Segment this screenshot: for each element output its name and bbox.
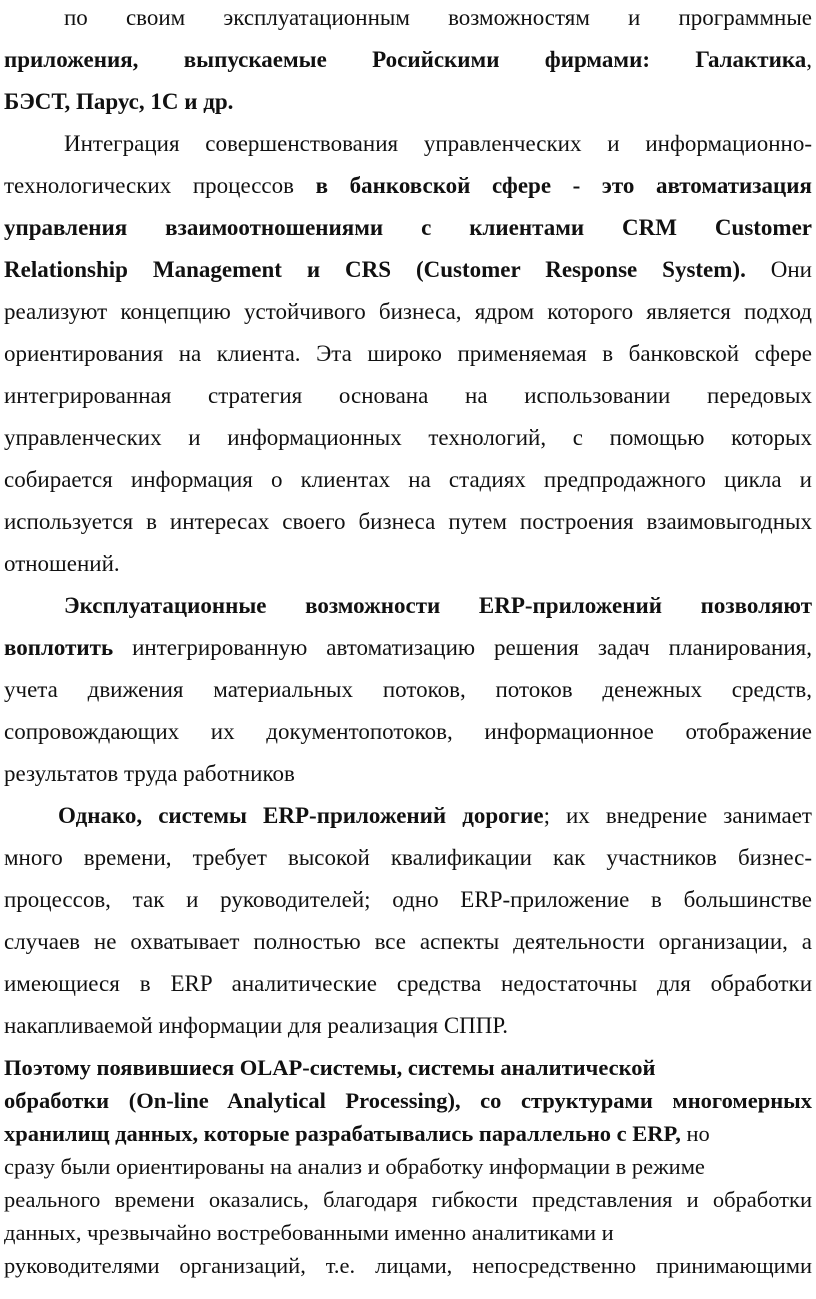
p4-line-3: процессов, так и руководителей; одно ERP-приложение в большинстве [4, 887, 812, 912]
p2-line-6: ориентирования на клиента. Эта широко применяемая в банковской сфере [4, 341, 812, 366]
p2-line-2-plain: технологических процессов [4, 173, 316, 198]
p3-line-1 [64, 592, 812, 620]
p1-line-2-rest: , [806, 47, 812, 72]
p3-line-3: учета движения материальных потоков, потоков денежных средств, [4, 677, 812, 702]
p3-line-2 [4, 634, 812, 662]
p3-line-4: сопровождающих их документопотоков, информационное отображение [4, 719, 812, 744]
p1-line-2 [4, 46, 812, 74]
p2-line-4-bold: Relationship Management и CRS (Customer Response System). [4, 257, 746, 282]
p5-line-3-rest: но [680, 1121, 710, 1146]
p4-line-6: накапливаемой информации для реализация СППР. [4, 1013, 509, 1038]
p5-line-3-bold: хранилищ данных, которые разрабатывались параллельно с ERP, [4, 1121, 681, 1146]
p5-line-1 [4, 1054, 812, 1081]
p4-line-4: случаев не охватывает полностью все аспекты деятельности организации, а [4, 929, 812, 954]
p1-line-3 [4, 88, 812, 116]
p2-line-2 [4, 172, 812, 200]
p2-line-9: собирается информация о клиентах на стадиях предпродажного цикла и [4, 467, 812, 492]
p1-line-3-bold: БЭСТ, Парус, 1С и др. [4, 89, 234, 114]
p3-line-1-bold: Эксплуатационные возможности ERP-приложений позволяют [64, 593, 812, 618]
p4-line-1-rest: ; их внедрение занимает [543, 803, 812, 828]
p1-line-2-bold: приложения, выпускаемые Росийскими фирмами: Галактика [4, 47, 807, 72]
p1-line-1: по своим эксплуатационным возможностям и программные [64, 5, 812, 30]
p4-line-1 [58, 802, 812, 830]
p5-line-7: руководителями организаций, т.е. лицами, непосредственно принимающими [4, 1253, 812, 1278]
p2-line-2-bold: в банковской сфере - это автоматизация [315, 173, 812, 198]
p5-line-6: данных, чрезвычайно востребованными именно аналитиками и [4, 1220, 614, 1245]
p2-line-11: отношений. [4, 551, 120, 576]
p2-line-4 [4, 256, 812, 284]
p2-line-4-rest: Они [745, 257, 812, 282]
p5-line-2 [4, 1087, 812, 1114]
p3-line-2-rest: интегрированную автоматизацию решения задач планирования, [113, 635, 812, 660]
p2-line-5: реализуют концепцию устойчивого бизнеса, ядром которого является подход [4, 299, 812, 324]
p5-line-5: реального времени оказались, благодаря гибкости представления и обработки [4, 1187, 812, 1212]
p5-line-4: сразу были ориентированы на анализ и обработку информации в режиме [4, 1154, 705, 1179]
p4-line-2: много времени, требует высокой квалификации как участников бизнес- [4, 845, 812, 870]
p4-line-5: имеющиеся в ERP аналитические средства недостаточны для обработки [4, 971, 812, 996]
p3-line-5: результатов труда работников [4, 761, 295, 786]
p5-line-1-bold: Поэтому появившиеся OLAP-системы, системы аналитической [4, 1055, 656, 1080]
p2-line-3-bold: управления взаимоотношениями с клиентами CRM Customer [4, 215, 812, 240]
p2-line-1: Интеграция совершенствования управленческих и информационно- [64, 131, 812, 156]
p2-line-8: управленческих и информационных технологий, с помощью которых [4, 425, 812, 450]
p3-line-2-bold: воплотить [4, 635, 114, 660]
p2-line-7: интегрированная стратегия основана на использовании передовых [4, 383, 812, 408]
p2-line-10: используется в интересах своего бизнеса путем построения взаимовыгодных [4, 509, 812, 534]
p5-line-3 [4, 1120, 812, 1147]
p4-line-1-bold: Однако, системы ERP-приложений дорогие [58, 803, 544, 828]
p2-line-3 [4, 214, 812, 242]
p5-line-2-bold: обработки (On-line Analytical Processing), со структурами многомерных [4, 1088, 812, 1113]
